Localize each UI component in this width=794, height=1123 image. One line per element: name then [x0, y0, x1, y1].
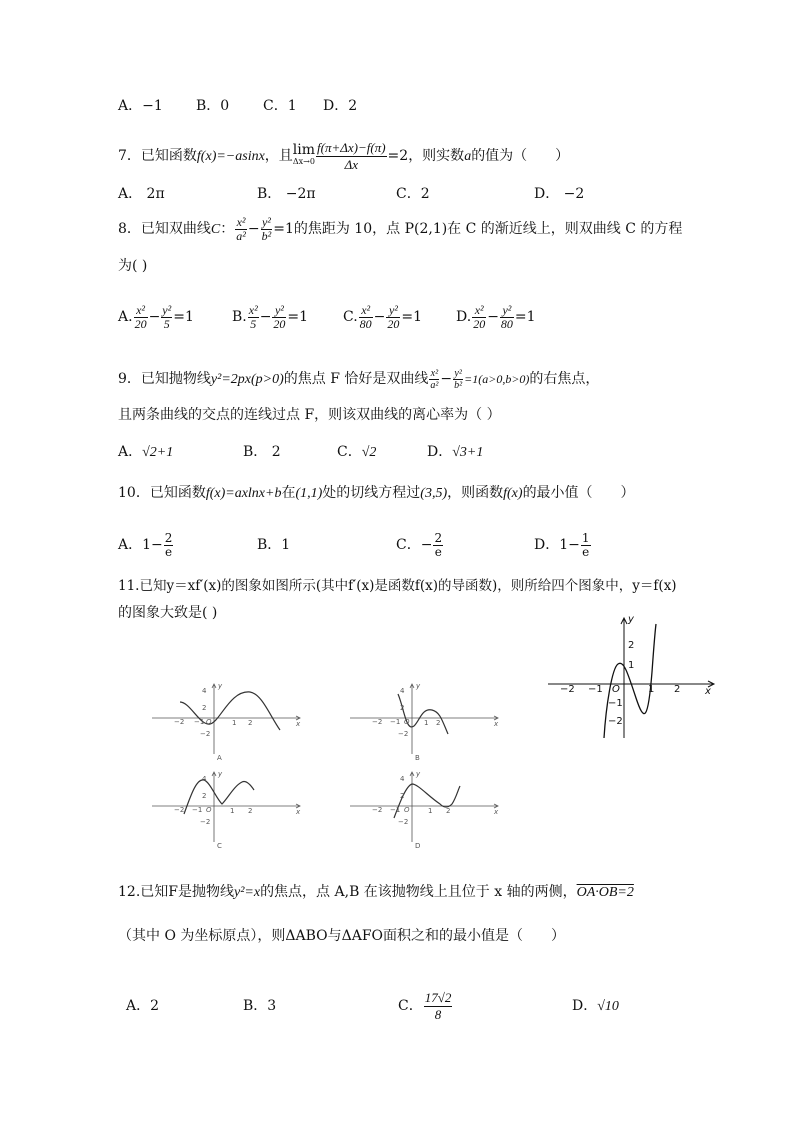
- svg-text:x: x: [296, 808, 301, 816]
- q11-main-graph: [548, 614, 720, 738]
- question-11-line2: 的图象大致是( ): [118, 605, 218, 621]
- q10-option-a: A．1− $\frac{2}{e}$: [118, 530, 173, 559]
- q8-option-a: A. $\frac{\text{x²}}{20}$ − $\frac{\text{y²}}{5}$ =1: [118, 302, 194, 331]
- question-12-line2: （其中 O 为坐标原点），则ΔABO与ΔAFO面积之和的最小值是（ ）: [118, 928, 566, 944]
- q8-frac-y: $\frac{\text{y²}}{\text{b²}}$: [261, 214, 272, 243]
- svg-text:2: 2: [436, 719, 441, 727]
- q7-func: f(x)=−asinx: [196, 149, 265, 164]
- q12-mid: 的焦点，点 A,B 在该抛物线上且位于 x 轴的两侧，: [260, 884, 577, 900]
- q10-mid: 在: [281, 485, 296, 501]
- svg-text:−2: −2: [200, 818, 211, 826]
- q11-main-ytick: 1: [628, 660, 635, 671]
- q9-option-b: B． 2: [243, 444, 281, 460]
- q10-fx: f(x): [503, 486, 523, 501]
- graph-d-label: D: [415, 842, 421, 850]
- q11-main-xtick: 2: [674, 684, 681, 695]
- q10-tail: 的最小值（ ）: [522, 485, 635, 501]
- svg-text:2: 2: [400, 792, 405, 800]
- q12-prefix: 12.已知F是抛物线: [118, 884, 234, 900]
- q7-fraction: $\frac{f(\pi+\Delta x)-f(\pi)}{\Delta x}$: [317, 139, 386, 172]
- q11-main-origin: O: [612, 684, 620, 695]
- svg-text:y: y: [416, 770, 421, 778]
- q12-parabola: y²=x: [233, 885, 261, 900]
- q8-frac-x: $\frac{\text{x²}}{\text{a²}}$: [236, 214, 246, 243]
- q8-eq: =1: [273, 221, 294, 237]
- q9-option-d: D．√3+1: [427, 444, 484, 460]
- svg-text:x: x: [494, 720, 499, 728]
- q7-prefix: 7．已知函数: [118, 148, 197, 164]
- q7-mid: ，且: [264, 148, 293, 164]
- q9-prefix: 9．已知抛物线: [118, 371, 211, 387]
- q12-option-d: D．√10: [572, 998, 619, 1014]
- q10-mid2: 处的切线方程过: [322, 485, 421, 501]
- q12-option-a: A．2: [126, 998, 160, 1014]
- q12-option-b: B．3: [243, 998, 277, 1014]
- graph-c-label: C: [217, 842, 222, 850]
- q11-main-xtick: 1: [648, 684, 655, 695]
- question-9-stem: 9．已知抛物线y²=2px(p>0)的焦点 F 恰好是双曲线 $\frac{\text{x²}}{\text{a²}}$ − $\frac{\text{y²}}{\text{b²}}$ =1(a>0,b>0)的右焦点，: [118, 367, 600, 391]
- svg-text:4: 4: [202, 687, 207, 695]
- q8-line2: 为( ): [118, 258, 148, 274]
- q6-option-a: A．−1: [118, 98, 163, 114]
- q10-prefix: 10．已知函数: [118, 485, 206, 501]
- svg-text:1: 1: [230, 807, 235, 815]
- q6-option-b: B．0: [196, 98, 230, 114]
- question-10-stem: [118, 483, 635, 504]
- q8-line1-rest: 的焦距为 10，点 P(2,1)在 C 的渐近线上，则双曲线 C 的方程: [293, 221, 683, 237]
- svg-text:x: x: [494, 808, 499, 816]
- svg-text:O: O: [206, 718, 212, 726]
- q8-prefix: 8．已知双曲线: [118, 221, 211, 237]
- svg-text:2: 2: [202, 792, 207, 800]
- q7-eq: =2: [387, 148, 409, 164]
- q7-option-a: A． 2π: [118, 186, 165, 202]
- question-12-line1: [118, 882, 634, 903]
- q11-graph-a: [150, 680, 310, 762]
- svg-text:y: y: [218, 682, 223, 690]
- q11-main-ytick: 2: [628, 640, 635, 651]
- svg-text:1: 1: [428, 807, 433, 815]
- q6-option-c: C．1: [263, 98, 297, 114]
- svg-text:−2: −2: [398, 730, 409, 738]
- graph-a-label: A: [217, 754, 222, 762]
- svg-text:1: 1: [232, 719, 237, 727]
- svg-text:4: 4: [400, 775, 405, 783]
- svg-text:2: 2: [202, 704, 207, 712]
- q8-colon: ：: [220, 221, 235, 237]
- svg-text:2: 2: [248, 719, 253, 727]
- q9-line2: 且两条曲线的交点的连线过点 F，则该双曲线的离心率为（ ）: [118, 407, 501, 423]
- q11-main-xlabel: x: [705, 686, 711, 697]
- svg-text:4: 4: [202, 775, 207, 783]
- q9-cond: =1(a>0,b>0): [464, 372, 530, 386]
- svg-text:1: 1: [424, 719, 429, 727]
- q10-option-d: D．1− $\frac{1}{e}$: [534, 530, 590, 559]
- svg-text:2: 2: [248, 807, 253, 815]
- q11-main-ytick: −1: [608, 698, 623, 709]
- svg-text:O: O: [404, 806, 410, 814]
- svg-text:−2: −2: [174, 718, 185, 726]
- q9-parabola: y²=2px(p>0): [210, 372, 284, 387]
- q10-func: f(x)=axlnx+b: [205, 486, 282, 501]
- svg-text:2: 2: [400, 704, 405, 712]
- svg-text:−1: −1: [390, 806, 401, 814]
- q8-option-c: C. $\frac{\text{x²}}{80}$ − $\frac{\text{y²}}{20}$ =1: [343, 302, 423, 331]
- q8-option-d: D. $\frac{\text{x²}}{20}$ − $\frac{\text{y²}}{80}$ =1: [456, 302, 536, 331]
- svg-text:−1: −1: [194, 718, 205, 726]
- svg-text:−2: −2: [174, 806, 185, 814]
- svg-text:−1: −1: [390, 718, 401, 726]
- svg-text:y: y: [416, 682, 421, 690]
- svg-text:x: x: [296, 720, 301, 728]
- graph-b-label: B: [415, 754, 420, 762]
- question-8-stem: 8．已知双曲线C： $\frac{\text{x²}}{\text{a²}}$ − $\frac{\text{y²}}{\text{b²}}$ =1的焦距为 10，点 P(2,1)在 C 的渐近线上，则双曲线 C 的方程: [118, 214, 683, 243]
- svg-text:−2: −2: [372, 718, 383, 726]
- svg-text:−2: −2: [200, 730, 211, 738]
- q10-point2: (3,5): [420, 486, 448, 501]
- q9-option-a: A．√2+1: [118, 444, 174, 460]
- svg-text:4: 4: [400, 687, 405, 695]
- svg-text:−1: −1: [192, 806, 203, 814]
- q6-option-d: D．2: [323, 98, 358, 114]
- q8-curve: C: [210, 222, 221, 237]
- q11-graph-b: [348, 680, 508, 762]
- q7-tail: 的值为（ ）: [471, 148, 570, 164]
- q10-point: (1,1): [295, 486, 323, 501]
- q12-vector-product: OA·OB=2: [576, 885, 634, 900]
- question-11-line1: 11.已知y＝xf′(x)的图象如图所示(其中f′(x)是函数f(x)的导函数)，则所给四个图象中，y＝f(x): [118, 578, 677, 594]
- q9-tail: 的右焦点，: [529, 371, 600, 387]
- q10-option-c: C．− $\frac{2}{e}$: [396, 530, 443, 559]
- svg-text:O: O: [404, 718, 410, 726]
- q11-main-xtick: −1: [588, 684, 603, 695]
- svg-text:2: 2: [446, 807, 451, 815]
- q11-main-xtick: −2: [560, 684, 575, 695]
- q11-main-ylabel: y: [628, 614, 634, 625]
- question-7-stem: [118, 138, 569, 175]
- q7-lim: lim Δx→0: [292, 142, 316, 166]
- q9-mid: 的焦点 F 恰好是双曲线: [283, 371, 429, 387]
- svg-text:−2: −2: [372, 806, 383, 814]
- q7-suffix: ，则实数: [408, 148, 465, 164]
- q7-option-d: D． −2: [534, 186, 585, 202]
- svg-text:−2: −2: [398, 818, 409, 826]
- q7-var: a: [464, 149, 472, 164]
- q7-option-c: C．2: [396, 186, 430, 202]
- q12-option-c: C． $\frac{17√2}{8}$: [398, 989, 452, 1022]
- q10-option-b: B．1: [257, 537, 291, 553]
- q11-graph-c: [150, 768, 310, 850]
- q9-option-c: C．√2: [337, 444, 377, 460]
- q11-graph-d: [348, 768, 508, 850]
- svg-text:O: O: [206, 806, 212, 814]
- q11-main-ytick: −2: [608, 716, 623, 727]
- q10-mid3: ，则函数: [447, 485, 504, 501]
- q7-option-b: B． −2π: [257, 186, 316, 202]
- svg-text:y: y: [218, 770, 223, 778]
- q8-option-b: B. $\frac{\text{x²}}{5}$ − $\frac{\text{y²}}{20}$ =1: [232, 302, 309, 331]
